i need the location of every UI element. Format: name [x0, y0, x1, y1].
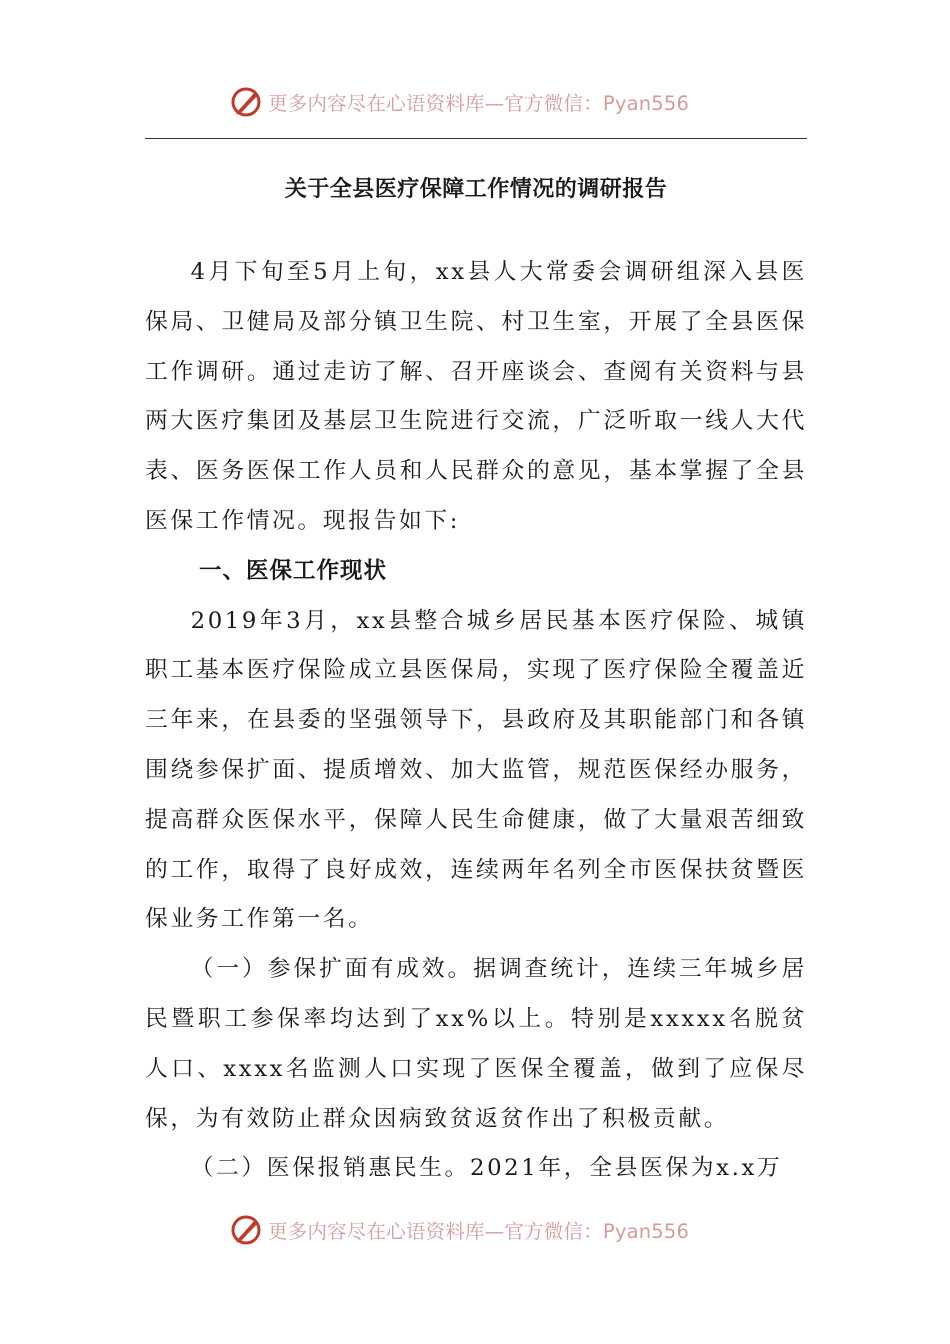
document-body: [145, 248, 807, 1194]
header-watermark: [0, 82, 950, 122]
paragraph-status: 2019年3月，xx县整合城乡居民基本医疗保险、城镇职工基本医疗保险成立县医保局，实现了医疗保险全覆盖近三年来，在县委的坚强领导下，县政府及其职能部门和各镇围绕参保扩面、提质增效、加大监管，规范医保经办服务，提高群众医保水平，保障人民生命健康，做了大量艰苦细致的工作，取得了良好成效，连续两年名列全市医保扶贫暨医保业务工作第一名。: [145, 607, 807, 933]
watermark-text: 更多内容尽在心语资料库—官方微信：Pyan556: [268, 1220, 690, 1243]
paragraph-intro: 4月下旬至5月上旬，xx县人大常委会调研组深入县医保局、卫健局及部分镇卫生院、村卫生室，开展了全县医保工作调研。通过走访了解、召开座谈会、查阅有关资料与县两大医疗集团及基层卫生院进行交流，广泛听取一线人大代表、医务医保工作人员和人民群众的意见，基本掌握了全县医保工作情况。现报告如下:: [145, 259, 807, 534]
section-heading: 一、医保工作现状: [199, 557, 388, 584]
quill-logo-icon: [228, 84, 264, 120]
quill-logo-icon: [228, 1212, 264, 1248]
footer-watermark: [0, 1210, 950, 1250]
header-divider: [145, 138, 807, 139]
document-title: 关于全县医疗保障工作情况的调研报告: [284, 177, 668, 202]
paragraph-coverage: （一）参保扩面有成效。据调查统计，连续三年城乡居民暨职工参保率均达到了xx%以上。特别是xxxxx名脱贫人口、xxxx名监测人口实现了医保全覆盖，做到了应保尽保，为有效防止群众因病致贫返贫作出了积极贡献。: [145, 956, 807, 1132]
watermark-text: 更多内容尽在心语资料库—官方微信：Pyan556: [268, 92, 690, 115]
paragraph-reimbursement: （二）医保报销惠民生。2021年，全县医保为x.x万: [190, 1155, 783, 1182]
